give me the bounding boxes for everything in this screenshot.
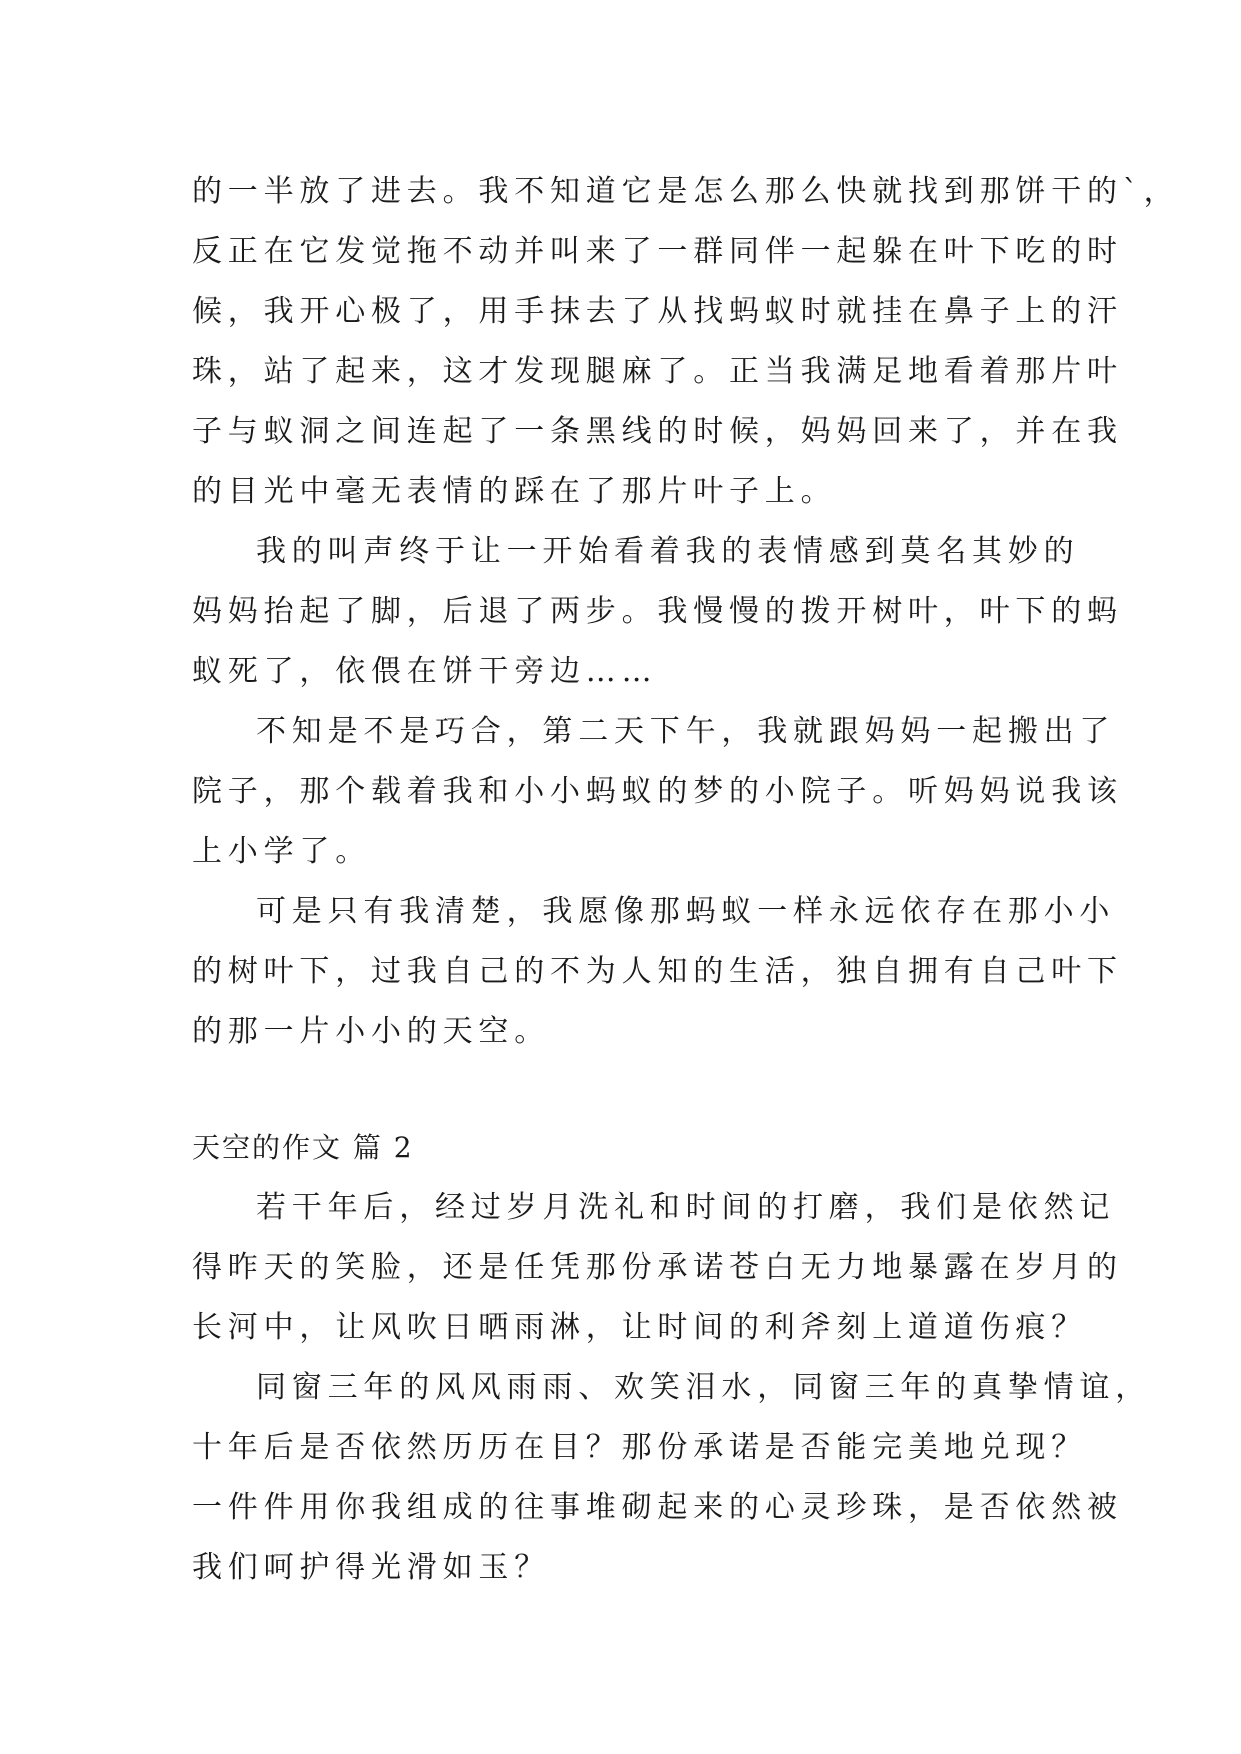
paragraph-line: 的目光中毫无表情的踩在了那片叶子上。 [192,474,837,509]
paragraph-first-line: 不知是不是巧合，第二天下午，我就跟妈妈一起搬出了 [256,714,1116,749]
paragraph-line: 的那一片小小的天空。 [192,1014,550,1049]
paragraph-first-line: 同窗三年的风风雨雨、欢笑泪水，同窗三年的真挚情谊， [256,1370,1151,1405]
paragraph-first-line: 若干年后，经过岁月洗礼和时间的打磨，我们是依然记 [256,1190,1116,1225]
paragraph-line: 蚁死了，依偎在饼干旁边…… [192,654,658,689]
paragraph-line: 妈妈抬起了脚，后退了两步。我慢慢的拨开树叶，叶下的蚂 [192,594,1123,629]
paragraph-line: 反正在它发觉拖不动并叫来了一群同伴一起躲在叶下吃的时 [192,234,1123,269]
paragraph-line: 上小学了。 [192,834,371,869]
paragraph-first-line: 我的叫声终于让一开始看着我的表情感到莫名其妙的 [256,534,1080,569]
paragraph-line: 一件件用你我组成的往事堆砌起来的心灵珍珠，是否依然被 [192,1490,1123,1525]
paragraph-first-line: 可是只有我清楚，我愿像那蚂蚁一样永远依存在那小小 [256,894,1116,929]
paragraph-line: 的一半放了进去。我不知道它是怎么那么快就找到那饼干的`， [192,174,1180,209]
paragraph-line: 子与蚁洞之间连起了一条黑线的时候，妈妈回来了，并在我 [192,414,1123,449]
paragraph-line: 长河中，让风吹日晒雨淋，让时间的利斧刻上道道伤痕？ [192,1310,1087,1345]
paragraph-line: 院子，那个载着我和小小蚂蚁的梦的小院子。听妈妈说我该 [192,774,1123,809]
section-heading: 天空的作文 篇 2 [192,1131,414,1164]
paragraph-line: 珠，站了起来，这才发现腿麻了。正当我满足地看着那片叶 [192,354,1123,389]
paragraph-line: 十年后是否依然历历在目？那份承诺是否能完美地兑现？ [192,1430,1087,1465]
paragraph-line: 候，我开心极了，用手抹去了从找蚂蚁时就挂在鼻子上的汗 [192,294,1123,329]
paragraph-line: 我们呵护得光滑如玉？ [192,1550,550,1585]
paragraph-line: 得昨天的笑脸，还是任凭那份承诺苍白无力地暴露在岁月的 [192,1250,1123,1285]
paragraph-line: 的树叶下，过我自己的不为人知的生活，独自拥有自己叶下 [192,954,1123,989]
